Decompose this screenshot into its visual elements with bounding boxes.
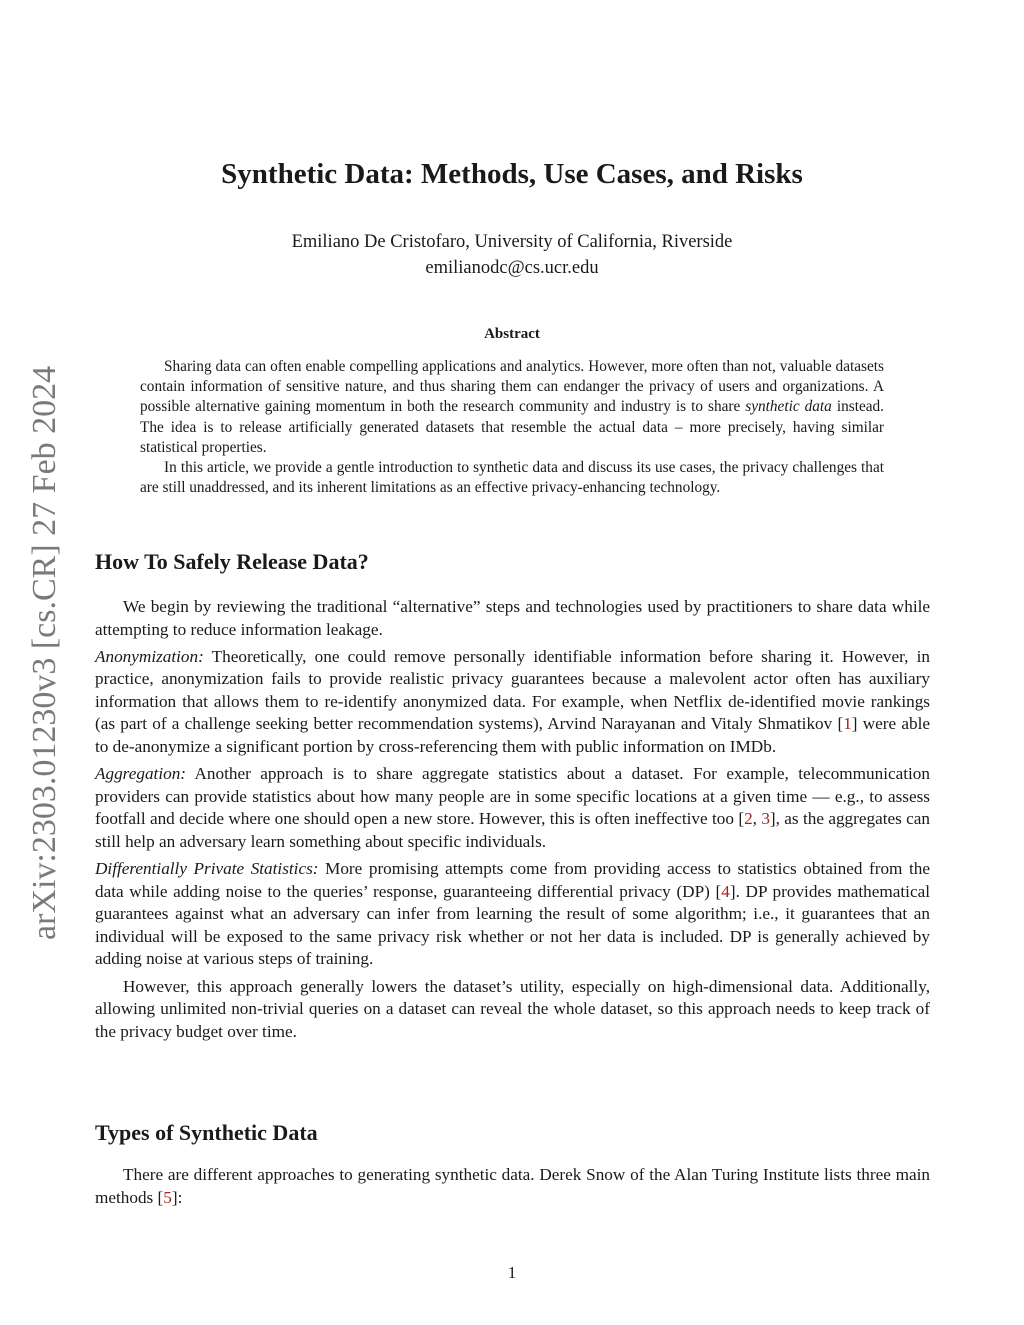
abstract-body [140, 357, 884, 498]
arxiv-identifier-stamp: arXiv:2303.01230v3 [cs.CR] 27 Feb 2024 [26, 365, 63, 940]
paragraph-text: , [752, 809, 762, 829]
citation-link[interactable]: 2 [744, 809, 753, 829]
paragraph-text: ], as the aggregates can still help an adversary learn something about specific individuals. [95, 809, 931, 851]
abstract-emphasis: synthetic data [745, 398, 832, 416]
citation-link[interactable]: 5 [163, 1187, 172, 1207]
paragraph-label: Aggregation: [95, 764, 187, 784]
abstract-paragraph: In this article, we provide a gentle introduction to synthetic data and discuss its use cases, the privacy challenges that are still unaddressed, and its inherent limitations as an effective privacy-enhancing technology. [140, 459, 884, 497]
abstract-text: Sharing data can often enable compelling applications and analytics. However, more often than not, valuable datasets contain information of sensitive nature, and thus sharing them can endanger the privacy of users and organizations. A possible alternative gaining momentum in both the research community and industry is to share [140, 358, 884, 416]
page-number: 1 [507, 1263, 517, 1282]
section-body-types [95, 1164, 930, 1214]
citation-link[interactable]: 3 [761, 809, 770, 829]
paper-title: Synthetic Data: Methods, Use Cases, and Risks [221, 158, 803, 190]
section-heading-safe-release: How To Safely Release Data? [95, 549, 369, 574]
author-email: emilianodc@cs.ucr.edu [425, 258, 599, 278]
paragraph-text: Another approach is to share aggregate statistics about a dataset. For example, telecommunication providers can provide statistics about how many people are in some specific locations at a given time — e.g., to assess footfall and decide where one should open a new store. However, this is often ineffective too [ [95, 764, 930, 829]
body-paragraph: However, this approach generally lowers the dataset’s utility, especially on high-dimensional data. Additionally, allowing unlimited non-trivial queries on a dataset can reveal the whole dataset, so this approach needs to keep track of the privacy budget over time. [95, 976, 930, 1041]
body-paragraph-differential-privacy [95, 858, 930, 971]
abstract-text: instead. The idea is to release artificially generated datasets that resemble the actual data – more precisely, having similar statistical properties. [140, 398, 884, 456]
paragraph-text: ]: [171, 1187, 183, 1207]
citation-link[interactable]: 1 [843, 714, 852, 734]
paragraph-text: There are different approaches to generating synthetic data. Derek Snow of the Alan Turing Institute lists three main methods [ [95, 1165, 930, 1207]
paragraph-text: ]. DP provides mathematical guarantees against what an adversary can infer from learning the result of some algorithm; i.e., it guarantees that an individual will be exposed to the same privacy risk whether or not her data is included. DP is generally achieved by adding noise at various steps of training. [95, 881, 930, 969]
body-paragraph-aggregation [95, 763, 930, 853]
body-paragraph [95, 1164, 930, 1209]
paragraph-text: ] were able to de-anonymize a significant portion by cross-referencing them with public information on IMDb. [95, 714, 930, 757]
author-affiliation: Emiliano De Cristofaro, University of California, Riverside [291, 232, 733, 252]
abstract-paragraph [140, 357, 884, 458]
section-heading-types: Types of Synthetic Data [95, 1120, 318, 1145]
body-paragraph-anonymization [95, 646, 930, 759]
abstract-heading: Abstract [484, 326, 540, 342]
body-paragraph: We begin by reviewing the traditional “alternative” steps and technologies used by practitioners to share data while attempting to reduce information leakage. [95, 597, 930, 639]
paragraph-text: More promising attempts come from providing access to statistics obtained from the data while adding noise to the queries’ response, guaranteeing differential privacy (DP) [ [95, 859, 930, 901]
paragraph-label: Differentially Private Statistics: [95, 859, 319, 879]
paragraph-text: Theoretically, one could remove personally identifiable information before sharing it. However, in practice, anonymization fails to provide realistic privacy guarantees because a malevolent actor often has auxiliary information that allows them to re-identify anonymized data. For example, when Netflix de-identified movie rankings (as part of a challenge seeking better recommendation systems), Arvind Narayanan and Vitaly Shmatikov [ [95, 646, 930, 734]
citation-link[interactable]: 4 [721, 881, 730, 901]
paragraph-label: Anonymization: [95, 646, 204, 666]
section-body-safe-release [95, 596, 930, 1048]
author-block [0, 229, 1024, 281]
